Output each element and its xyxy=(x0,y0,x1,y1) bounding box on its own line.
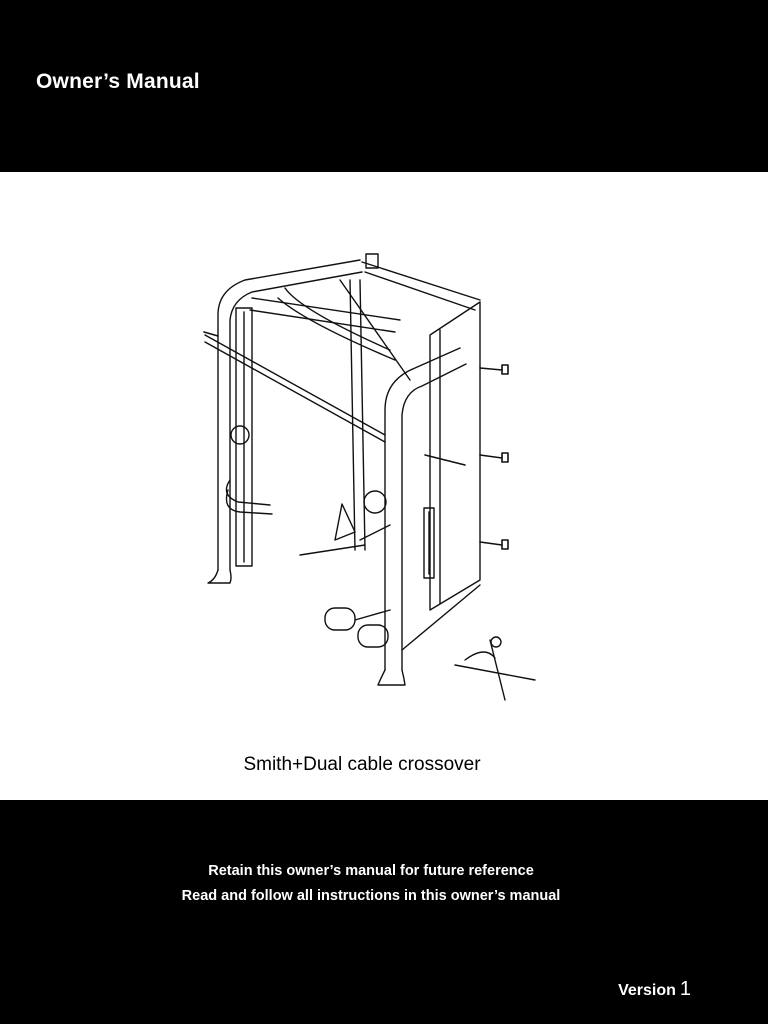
smith-machine-illustration xyxy=(190,240,550,710)
retain-notice: Retain this owner’s manual for future reference xyxy=(208,863,534,879)
version-text: Version xyxy=(618,982,676,999)
version-label xyxy=(618,978,691,1001)
footer-band xyxy=(0,800,768,1024)
instructions-notice: Read and follow all instructions in this owner’s manual xyxy=(181,888,561,904)
product-name: Smith+Dual cable crossover xyxy=(243,754,481,775)
version-number: 1 xyxy=(679,978,691,1000)
document-title: Owner’s Manual xyxy=(36,70,200,93)
header-band xyxy=(0,0,768,172)
